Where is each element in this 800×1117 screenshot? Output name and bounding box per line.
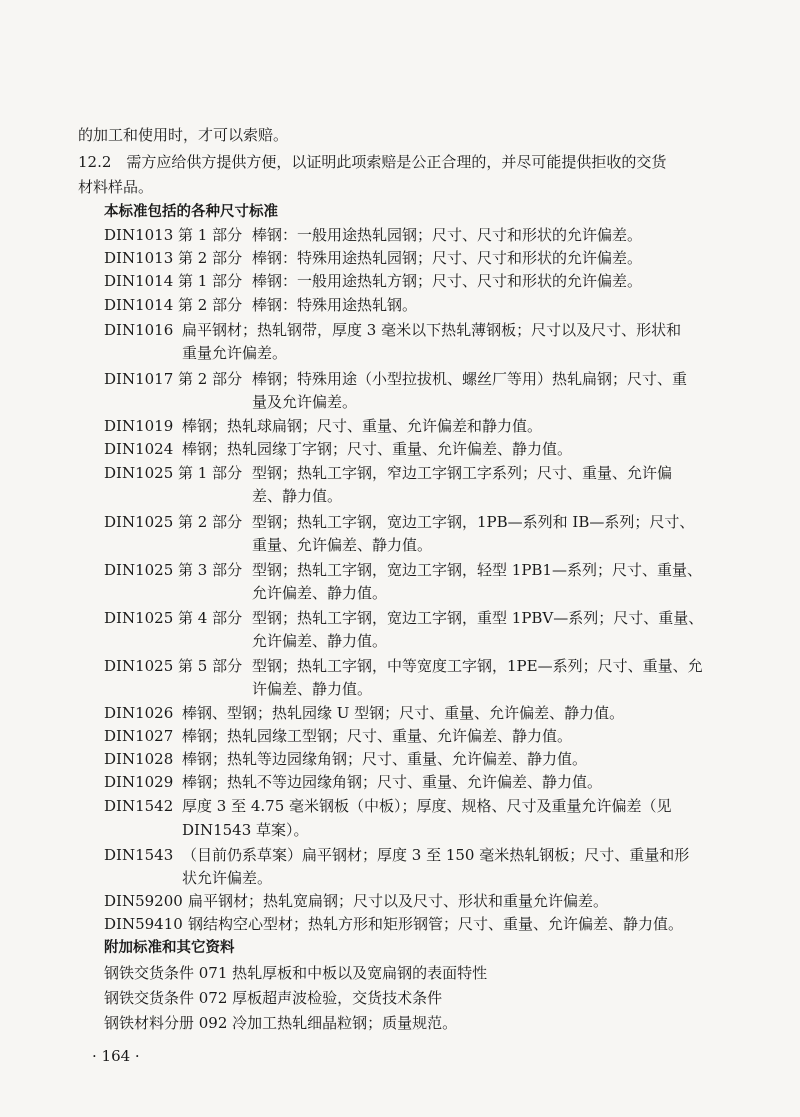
extra-item: 钢铁材料分册 092 冷加工热轧细晶粒钢；质量规范。 (104, 1014, 458, 1032)
standard-description: 棒钢：一般用途热轧园钢；尺寸、尺寸和形状的允许偏差。 (252, 226, 643, 244)
standard-description: 棒钢：特殊用途热轧园钢；尺寸、尺寸和形状的允许偏差。 (252, 249, 643, 267)
standard-item (104, 463, 672, 483)
standard-description: （目前仍系草案）扁平钢材；厚度 3 至 150 毫米热轧钢板；尺寸、重量和形 (182, 846, 690, 864)
standard-code: DIN1029 (104, 773, 174, 791)
standard-description-continued: 差、静力值。 (252, 487, 343, 505)
section-title-additional-standards: 附加标准和其它资料 (104, 940, 235, 956)
standard-item (104, 891, 608, 911)
standard-description-continued: 许偏差、静力值。 (252, 680, 373, 698)
standard-description-continued: 量及允许偏差。 (252, 393, 358, 411)
standard-description: 厚度 3 至 4.75 毫米钢板（中板）；厚度、规格、尺寸及重量允许偏差（见 (182, 797, 672, 815)
standard-item (104, 295, 417, 315)
standard-code: DIN1014 第 1 部分 (104, 272, 243, 290)
standard-code: DIN1025 第 4 部分 (104, 609, 243, 627)
standard-description-continued: 重量允许偏差。 (182, 344, 288, 362)
intro-line-1: 的加工和使用时，才可以索赔。 (78, 126, 289, 144)
standard-item (104, 320, 681, 340)
standard-description: 型钢；热轧工字钢，宽边工字钢，重型 1PBV—系列；尺寸、重量、 (252, 609, 704, 627)
standard-description: 型钢；热轧工字钢，宽边工字钢，1PB—系列和 IB—系列；尺寸、 (252, 513, 695, 531)
standard-code: DIN1025 第 3 部分 (104, 561, 243, 579)
standard-description-continued: 允许偏差、静力值。 (252, 584, 388, 602)
standard-code: DIN1025 第 2 部分 (104, 513, 243, 531)
standard-description-continued: 允许偏差、静力值。 (252, 632, 388, 650)
standard-item (104, 439, 572, 459)
standard-item (104, 560, 702, 580)
standard-item (104, 369, 687, 389)
standard-code: DIN1543 (104, 846, 174, 864)
standard-description: 棒钢；热轧不等边园缘角钢；尺寸、重量、允许偏差、静力值。 (182, 773, 603, 791)
standard-code: DIN59410 (104, 915, 183, 933)
standard-code: DIN1026 (104, 704, 174, 722)
standard-item (104, 608, 703, 628)
section-title-dimension-standards: 本标准包括的各种尺寸标准 (104, 204, 278, 220)
standard-description: 扁平钢材；热轧钢带，厚度 3 毫米以下热轧薄钢板；尺寸以及尺寸、形状和 (182, 321, 682, 339)
standard-description: 型钢；热轧工字钢，窄边工字钢工字系列；尺寸、重量、允许偏 (252, 464, 673, 482)
standard-code: DIN1024 (104, 440, 174, 458)
standard-description: 扁平钢材；热轧宽扁钢；尺寸以及尺寸、形状和重量允许偏差。 (188, 892, 609, 910)
standard-code: DIN1019 (104, 417, 174, 435)
page-number: · 164 · (92, 1047, 140, 1065)
standard-item (104, 703, 624, 723)
standard-description: 棒钢；热轧等边园缘角钢；尺寸、重量、允许偏差、静力值。 (182, 750, 588, 768)
standard-description: 棒钢、型钢；热轧园缘 U 型钢；尺寸、重量、允许偏差、静力值。 (182, 704, 625, 722)
standard-code: DIN1025 第 5 部分 (104, 657, 243, 675)
standard-code: DIN1027 (104, 727, 174, 745)
standard-item (104, 845, 689, 865)
standard-item (104, 656, 703, 676)
standard-item (104, 225, 642, 245)
standard-item (104, 512, 694, 532)
standard-code: DIN1013 第 1 部分 (104, 226, 243, 244)
standard-description-continued: 重量、允许偏差、静力值。 (252, 536, 433, 554)
standard-item (104, 416, 542, 436)
standard-description: 棒钢；热轧球扁钢；尺寸、重量、允许偏差和静力值。 (182, 417, 543, 435)
standard-code: DIN1025 第 1 部分 (104, 464, 243, 482)
standard-description: 型钢；热轧工字钢，宽边工字钢，轻型 1PB1—系列；尺寸、重量、 (252, 561, 702, 579)
intro-line-2: 12.2 需方应给供方提供方便，以证明此项索赔是公正合理的，并尽可能提供拒收的交货 (78, 153, 667, 171)
standard-code: DIN1017 第 2 部分 (104, 370, 243, 388)
standard-description: 棒钢：特殊用途热轧钢。 (252, 296, 418, 314)
extra-item: 钢铁交货条件 071 热轧厚板和中板以及宽扁钢的表面特性 (104, 964, 488, 982)
standard-description: 棒钢；特殊用途（小型拉拔机、螺丝厂等用）热轧扁钢；尺寸、重 (252, 370, 688, 388)
standard-item (104, 271, 642, 291)
standard-item (104, 726, 572, 746)
standard-description-continued: 状允许偏差。 (182, 869, 273, 887)
standard-item (104, 914, 683, 934)
intro-line-3: 材料样品。 (78, 178, 154, 196)
standard-description-continued: DIN1543 草案）。 (182, 821, 309, 839)
standard-code: DIN1014 第 2 部分 (104, 296, 243, 314)
standard-description: 钢结构空心型材；热轧方形和矩形钢管；尺寸、重量、允许偏差、静力值。 (188, 915, 684, 933)
standard-item (104, 772, 602, 792)
standard-item (104, 248, 642, 268)
extra-item: 钢铁交货条件 072 厚板超声波检验，交货技术条件 (104, 989, 443, 1007)
standard-description: 棒钢；热轧园缘工型钢；尺寸、重量、允许偏差、静力值。 (182, 727, 573, 745)
standard-code: DIN59200 (104, 892, 183, 910)
standard-description: 棒钢；热轧园缘丁字钢；尺寸、重量、允许偏差、静力值。 (182, 440, 573, 458)
standard-code: DIN1013 第 2 部分 (104, 249, 243, 267)
standard-description: 型钢；热轧工字钢，中等宽度工字钢，1PE—系列；尺寸、重量、允 (252, 657, 703, 675)
standard-item (104, 796, 672, 816)
standard-code: DIN1542 (104, 797, 174, 815)
standard-description: 棒钢：一般用途热轧方钢；尺寸、尺寸和形状的允许偏差。 (252, 272, 643, 290)
standard-code: DIN1028 (104, 750, 174, 768)
standard-item (104, 749, 587, 769)
standard-code: DIN1016 (104, 321, 174, 339)
